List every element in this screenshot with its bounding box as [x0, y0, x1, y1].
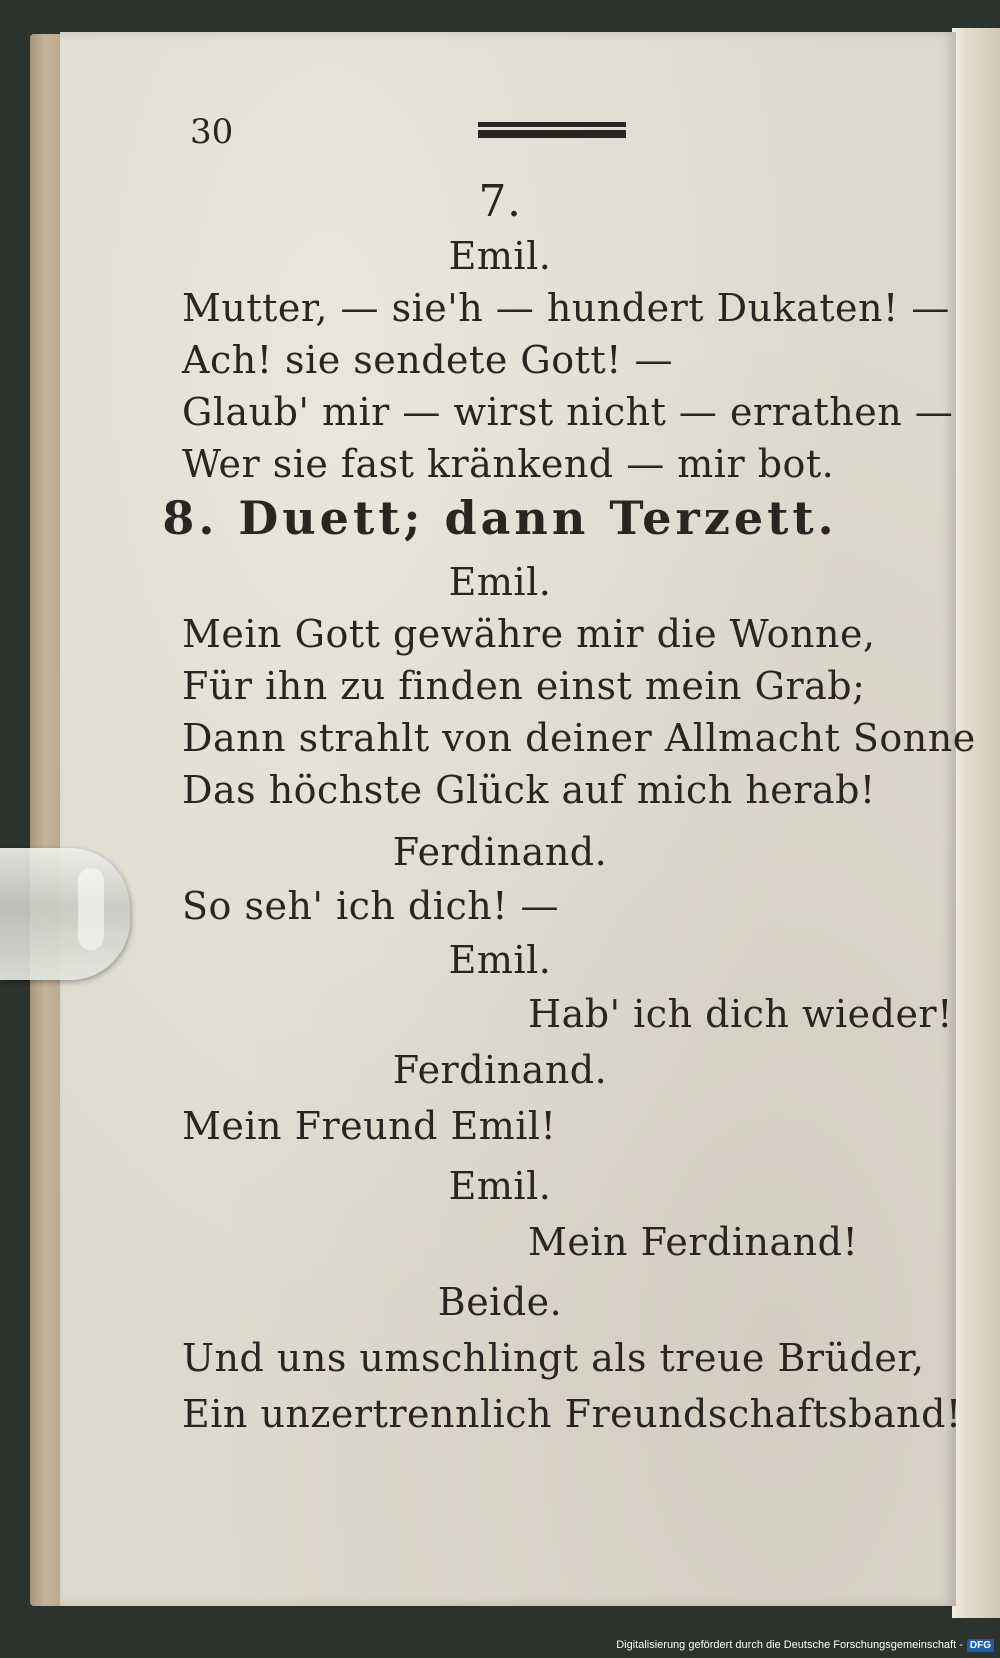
speaker-emil: Emil.: [448, 1164, 552, 1208]
song-title-8: 8. Duett; dann Terzett.: [162, 491, 838, 545]
funding-footer: [616, 1636, 994, 1654]
verse-line: Wer sie fast kränkend — mir bot.: [182, 442, 835, 486]
verse-line: Und uns umschlingt als treue Brüder,: [182, 1336, 925, 1380]
verse-line: Mein Gott gewähre mir die Wonne,: [182, 612, 876, 656]
header-rule: [478, 122, 626, 142]
speaker-emil: Emil.: [448, 234, 552, 278]
page-clip-highlight: [78, 868, 104, 950]
verse-line: Hab' ich dich wieder!: [528, 992, 953, 1036]
speaker-emil: Emil.: [448, 938, 552, 982]
speaker-emil: Emil.: [448, 560, 552, 604]
speaker-ferdinand: Ferdinand.: [392, 1048, 608, 1092]
page-number: 30: [190, 112, 234, 152]
song-number-7: 7.: [478, 176, 522, 227]
verse-line: Mein Ferdinand!: [528, 1220, 859, 1264]
page-clip: [0, 848, 130, 980]
verse-line: Mein Freund Emil!: [182, 1104, 557, 1148]
verse-line: Ein unzertrennlich Freundschaftsband!: [182, 1392, 962, 1436]
verse-line: Ach! sie sendete Gott! —: [182, 338, 674, 382]
speaker-beide: Beide.: [437, 1280, 563, 1324]
verse-line: Mutter, — sie'h — hundert Dukaten! —: [182, 286, 950, 330]
verse-line: Dann strahlt von deiner Allmacht Sonne: [182, 716, 976, 760]
verse-line: Für ihn zu finden einst mein Grab;: [182, 664, 866, 708]
verse-line: Das höchste Glück auf mich herab!: [182, 768, 876, 812]
speaker-ferdinand: Ferdinand.: [392, 830, 608, 874]
footer-text: Digitalisierung gefördert durch die Deutsche Forschungsgemeinschaft -: [616, 1639, 963, 1651]
dfg-logo: DFG: [967, 1639, 994, 1652]
verse-line: Glaub' mir — wirst nicht — errathen —: [182, 390, 954, 434]
verse-line: So seh' ich dich! —: [182, 884, 560, 928]
